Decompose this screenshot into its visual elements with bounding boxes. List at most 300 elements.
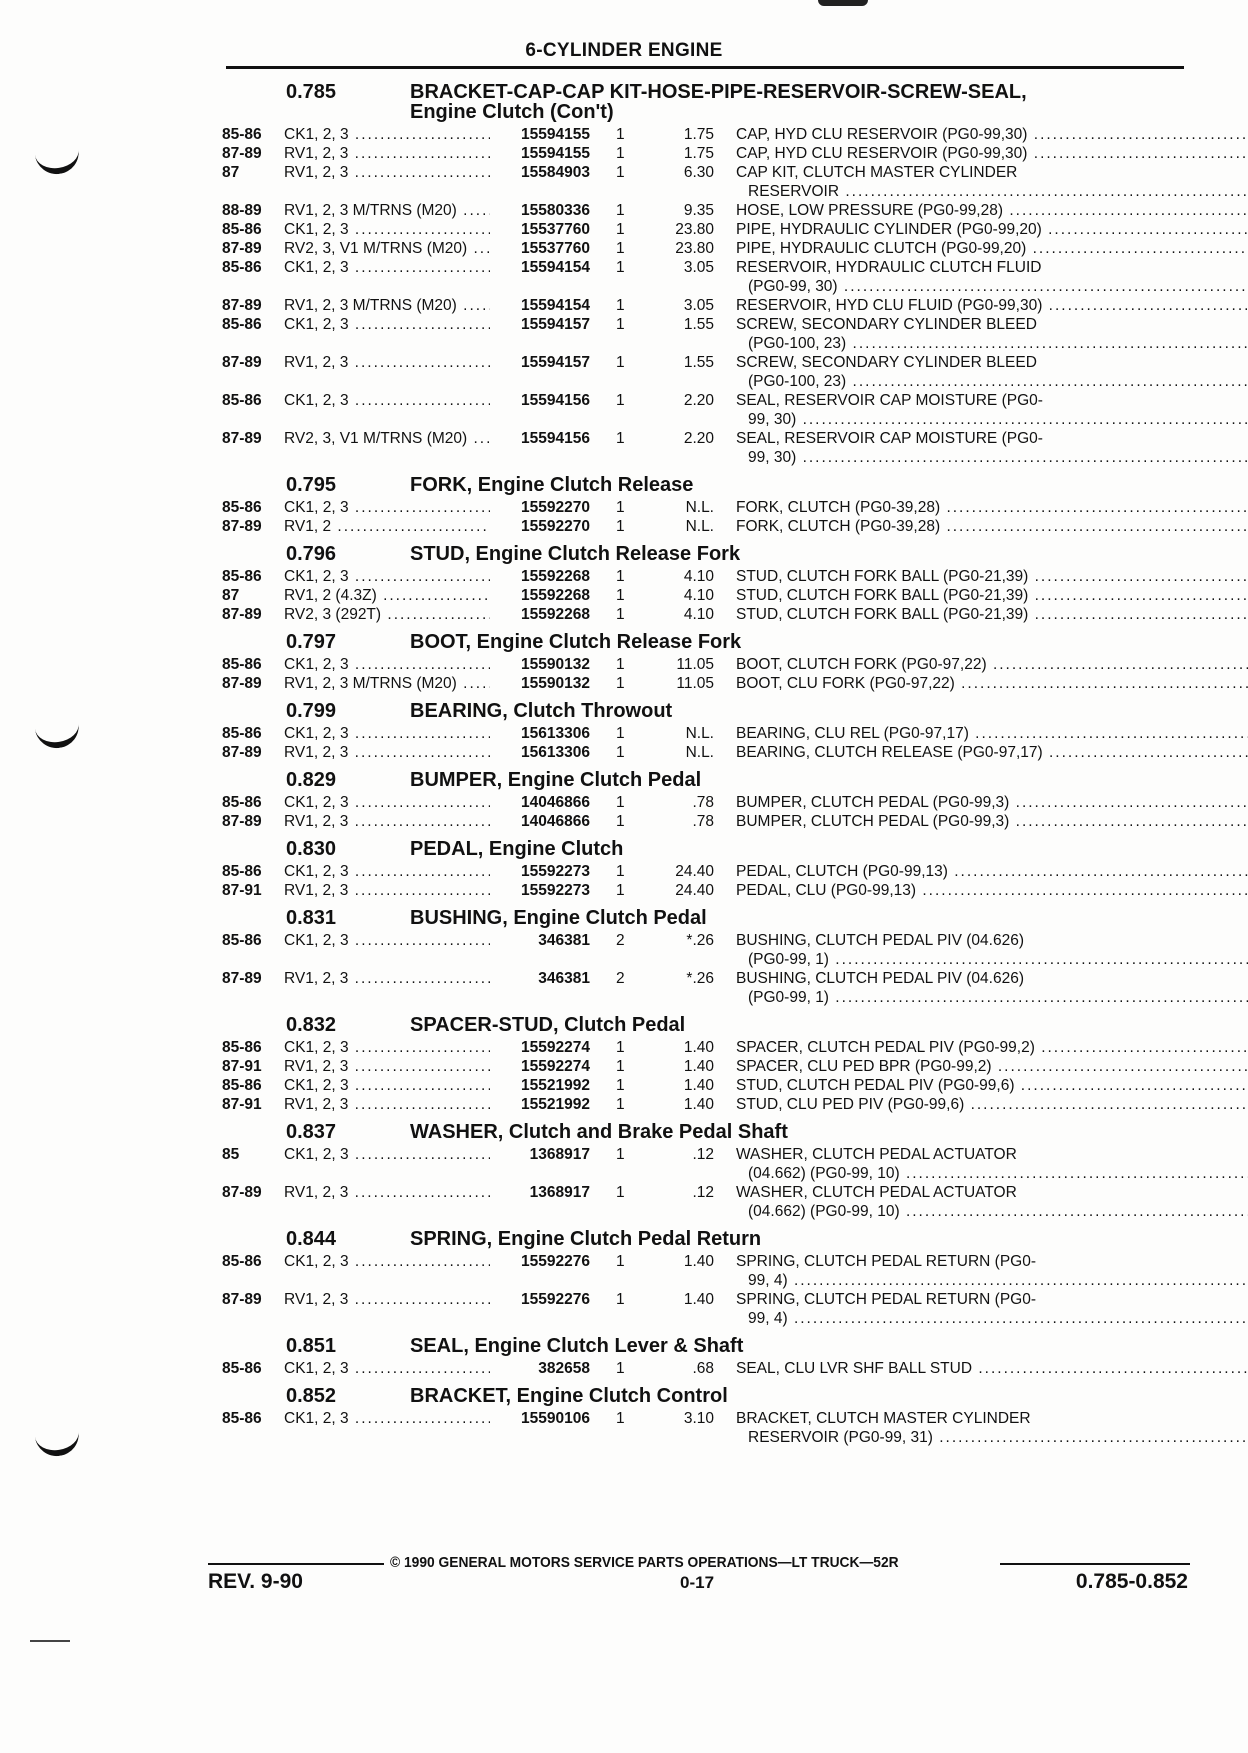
part-description [736,1095,1248,1114]
section-block [220,1386,1190,1447]
model-codes: CK1, 2, 3 ..... [284,1359,490,1378]
section-title-wrap [410,475,1190,495]
section-title-wrap [410,908,1190,928]
parts-list [220,74,1190,1447]
description-line: RESERVOIR (PG0-99, 31) ..... [736,1428,1248,1447]
quantity: 1 [616,164,625,181]
description-line: (PG0-99, 30) ..... [736,277,1248,296]
price: N.L. [685,518,714,535]
table-row [220,1183,1190,1221]
part-number: 15592276 [521,1253,590,1270]
table-row [220,144,1190,163]
model-years: 85-86 [222,794,262,811]
model-codes: RV1, 2, 3 M/TRNS (M20) ..... [284,296,490,315]
model-years: 87-89 [222,240,262,257]
model-codes: RV1, 2, 3 ..... [284,743,490,762]
table-row [220,315,1190,353]
table-row [220,1076,1190,1095]
model-years: 87-89 [222,970,262,987]
table-row [220,743,1190,762]
price: 1.40 [683,1058,714,1075]
description-line: SPRING, CLUTCH PEDAL RETURN (PG0- [736,1253,1036,1270]
section-number: 0.832 [286,1014,337,1036]
model-codes: RV2, 3 (292T) ..... [284,605,490,624]
part-description [736,1057,1248,1076]
part-number: 15592273 [521,863,590,880]
table-row [220,724,1190,743]
section-number: 0.797 [286,631,337,653]
model-codes: RV1, 2, 3 ..... [284,144,490,163]
price: N.L. [685,725,714,742]
section-block [220,908,1190,1007]
section-title: STUD, Engine Clutch Release Fork [410,543,741,565]
quantity: 1 [616,392,625,409]
section-title-wrap [410,544,1190,564]
section-title-wrap [410,770,1190,790]
price: 1.55 [683,316,714,333]
section-block [220,632,1190,693]
section-heading [220,475,1190,495]
description-line: SPRING, CLUTCH PEDAL RETURN (PG0- [736,1291,1036,1308]
part-description [736,1252,1248,1290]
price: 1.40 [683,1039,714,1056]
section-number: 0.830 [286,838,337,860]
part-number: 15594155 [521,126,590,143]
part-description [736,125,1248,144]
price: 1.55 [683,354,714,371]
model-codes: RV1, 2, 3 ..... [284,1095,490,1114]
section-heading [220,1015,1190,1035]
model-codes: CK1, 2, 3 ..... [284,724,490,743]
part-description [736,498,1248,517]
description-line: SPACER, CLU PED BPR (PG0-99,2) ..... [736,1057,1248,1076]
table-row [220,1095,1190,1114]
section-block [220,1229,1190,1328]
part-number: 15592270 [521,499,590,516]
footer-rule [208,1563,384,1565]
price: 3.10 [683,1410,714,1427]
part-number: 15594157 [521,354,590,371]
part-number: 15590132 [521,656,590,673]
section-title: SEAL, Engine Clutch Lever & Shaft [410,1335,744,1357]
part-description [736,1038,1248,1057]
scan-mark [818,0,868,6]
quantity: 1 [616,1058,625,1075]
description-line: STUD, CLUTCH FORK BALL (PG0-21,39) ..... [736,567,1248,586]
part-description [736,674,1248,693]
description-line: (PG0-100, 23) ..... [736,372,1248,391]
table-row [220,655,1190,674]
quantity: 1 [616,221,625,238]
part-description [736,969,1248,1007]
header-rule [226,66,1184,69]
part-description [736,353,1248,391]
section-title-wrap [410,632,1190,652]
part-description [736,881,1248,900]
model-codes: RV1, 2, 3 ..... [284,969,490,1007]
part-number: 15594157 [521,316,590,333]
section-heading [220,82,1190,122]
punch-hole-mark [34,1427,81,1459]
model-codes: CK1, 2, 3 ..... [284,391,490,429]
description-line: BUMPER, CLUTCH PEDAL (PG0-99,3) ..... [736,812,1248,831]
part-number: 14046866 [521,813,590,830]
description-line: CAP KIT, CLUTCH MASTER CYLINDER [736,164,1018,181]
model-codes: CK1, 2, 3 ..... [284,1252,490,1290]
table-row [220,517,1190,536]
model-years: 87-89 [222,354,262,371]
model-years: 87-89 [222,430,262,447]
part-number: 15590106 [521,1410,590,1427]
model-years: 85-86 [222,1360,262,1377]
section-title: BUSHING, Engine Clutch Pedal [410,907,707,929]
section-block [220,1015,1190,1114]
model-codes: RV1, 2 ..... [284,517,490,536]
model-years: 85-86 [222,1039,262,1056]
price: .68 [692,1360,714,1377]
quantity: 2 [616,932,625,949]
model-codes: RV1, 2, 3 ..... [284,881,490,900]
model-years: 87-89 [222,606,262,623]
part-number: 15521992 [521,1077,590,1094]
table-row [220,239,1190,258]
punch-hole-mark [34,719,81,751]
part-description [736,220,1248,239]
section-title: SPRING, Engine Clutch Pedal Return [410,1228,762,1250]
description-line: STUD, CLU PED PIV (PG0-99,6) ..... [736,1095,1248,1114]
price: 4.10 [683,606,714,623]
section-number: 0.844 [286,1228,337,1250]
part-number: 15592270 [521,518,590,535]
description-line: PIPE, HYDRAULIC CLUTCH (PG0-99,20) ..... [736,239,1248,258]
model-years: 87 [222,164,240,181]
table-row [220,567,1190,586]
quantity: 1 [616,1410,625,1427]
table-row [220,498,1190,517]
footer-range: 0.785-0.852 [1075,1570,1188,1593]
model-codes: RV2, 3, V1 M/TRNS (M20) ..... [284,429,490,467]
table-row [220,258,1190,296]
part-description [736,812,1248,831]
quantity: 1 [616,587,625,604]
part-number: 15594156 [521,392,590,409]
model-codes: RV1, 2, 3 ..... [284,812,490,831]
table-row [220,931,1190,969]
description-line: STUD, CLUTCH FORK BALL (PG0-21,39) ..... [736,605,1248,624]
section-number: 0.851 [286,1335,337,1357]
quantity: 1 [616,813,625,830]
section-title: BEARING, Clutch Throwout [410,700,673,722]
part-number: 15613306 [521,744,590,761]
part-description [736,1145,1248,1183]
section-title: BUMPER, Engine Clutch Pedal [410,769,702,791]
quantity: 1 [616,316,625,333]
price: 3.05 [683,297,714,314]
part-description [736,1076,1248,1095]
model-codes: CK1, 2, 3 ..... [284,1145,490,1183]
description-line: STUD, CLUTCH FORK BALL (PG0-21,39) ..... [736,586,1248,605]
quantity: 1 [616,725,625,742]
description-line: (PG0-99, 1) ..... [736,988,1248,1007]
part-number: 15592273 [521,882,590,899]
model-years: 85-86 [222,1253,262,1270]
section-title-wrap [410,1336,1190,1356]
description-line: (04.662) (PG0-99, 10) ..... [736,1164,1248,1183]
part-description [736,163,1248,201]
part-number: 15594156 [521,430,590,447]
model-years: 85-86 [222,221,262,238]
section-title-wrap [410,1229,1190,1249]
part-description [736,1409,1248,1447]
model-years: 85-86 [222,932,262,949]
model-years: 85-86 [222,126,262,143]
model-years: 87-91 [222,1058,262,1075]
table-row [220,1359,1190,1378]
section-title: WASHER, Clutch and Brake Pedal Shaft [410,1121,788,1143]
part-description [736,201,1248,220]
part-description [736,862,1248,881]
section-title-wrap [410,82,1190,122]
description-line: (PG0-99, 1) ..... [736,950,1248,969]
footer-revision: REV. 9-90 [208,1570,303,1593]
part-number: 15590132 [521,675,590,692]
quantity: 1 [616,518,625,535]
model-years: 85-86 [222,568,262,585]
table-row [220,812,1190,831]
price: 1.40 [683,1096,714,1113]
description-line: HOSE, LOW PRESSURE (PG0-99,28) ..... [736,201,1248,220]
price: 24.40 [675,882,714,899]
page-title: 6-CYLINDER ENGINE [525,40,723,61]
price: 1.40 [683,1253,714,1270]
part-description [736,793,1248,812]
price: 11.05 [676,656,714,673]
part-number: 15580336 [521,202,590,219]
table-row [220,429,1190,467]
quantity: 1 [616,126,625,143]
model-codes: CK1, 2, 3 ..... [284,862,490,881]
quantity: 1 [616,1039,625,1056]
section-heading [220,544,1190,564]
quantity: 1 [616,1077,625,1094]
part-description [736,655,1248,674]
description-line: PEDAL, CLUTCH (PG0-99,13) ..... [736,862,1248,881]
quantity: 2 [616,970,625,987]
table-row [220,1290,1190,1328]
model-years: 87-89 [222,675,262,692]
price: 23.80 [675,240,714,257]
part-number: 346381 [538,970,590,987]
part-number: 15613306 [521,725,590,742]
model-codes: RV1, 2, 3 ..... [284,163,490,201]
quantity: 1 [616,863,625,880]
description-line: PEDAL, CLU (PG0-99,13) ..... [736,881,1248,900]
section-title: FORK, Engine Clutch Release [410,474,694,496]
part-number: 15594155 [521,145,590,162]
quantity: 1 [616,1184,625,1201]
section-number: 0.796 [286,543,337,565]
quantity: 1 [616,297,625,314]
table-row [220,586,1190,605]
quantity: 1 [616,675,625,692]
part-number: 15594154 [521,259,590,276]
description-line: BOOT, CLUTCH FORK (PG0-97,22) ..... [736,655,1248,674]
scan-dash [30,1640,70,1642]
price: 4.10 [683,587,714,604]
model-years: 87-89 [222,145,262,162]
section-title-wrap [410,1015,1190,1035]
price: 11.05 [676,675,714,692]
model-years: 85-86 [222,656,262,673]
model-years: 87-89 [222,1291,262,1308]
model-years: 85-86 [222,316,262,333]
description-line: 99, 4) ..... [736,1309,1248,1328]
model-years: 85-86 [222,1077,262,1094]
model-codes: CK1, 2, 3 ..... [284,315,490,353]
section-title-wrap [410,1386,1190,1406]
section-number: 0.831 [286,907,337,929]
section-title-wrap [410,701,1190,721]
part-description [736,258,1248,296]
model-codes: RV1, 2 (4.3Z) ..... [284,586,490,605]
description-line: BEARING, CLUTCH RELEASE (PG0-97,17) ..... [736,743,1248,762]
footer-page-number: 0-17 [680,1573,715,1592]
quantity: 1 [616,499,625,516]
quantity: 1 [616,1360,625,1377]
description-line: SEAL, RESERVOIR CAP MOISTURE (PG0- [736,430,1043,447]
model-codes: CK1, 2, 3 ..... [284,498,490,517]
model-years: 87-89 [222,518,262,535]
part-number: 15592268 [521,568,590,585]
table-row [220,353,1190,391]
price: .78 [692,813,714,830]
price: 1.40 [683,1077,714,1094]
part-number: 15592274 [521,1039,590,1056]
part-description [736,315,1248,353]
table-row [220,125,1190,144]
part-number: 382658 [538,1360,590,1377]
description-line: 99, 4) ..... [736,1271,1248,1290]
section-block [220,701,1190,762]
section-heading [220,908,1190,928]
model-years: 87-89 [222,744,262,761]
table-row [220,793,1190,812]
model-codes: CK1, 2, 3 ..... [284,793,490,812]
price: .12 [692,1184,714,1201]
section-block [220,770,1190,831]
part-number: 346381 [538,932,590,949]
part-number: 15594154 [521,297,590,314]
model-codes: RV1, 2, 3 M/TRNS (M20) ..... [284,201,490,220]
section-title-wrap [410,1122,1190,1142]
description-line: RESERVOIR ..... [736,182,1248,201]
description-line: WASHER, CLUTCH PEDAL ACTUATOR [736,1184,1017,1201]
description-line: WASHER, CLUTCH PEDAL ACTUATOR [736,1146,1017,1163]
section-heading [220,701,1190,721]
model-codes: CK1, 2, 3 ..... [284,1409,490,1447]
section-heading [220,1386,1190,1406]
model-years: 85-86 [222,1410,262,1427]
table-row [220,605,1190,624]
price: 1.75 [683,145,714,162]
part-description [736,743,1248,762]
quantity: 1 [616,1253,625,1270]
part-number: 15592268 [521,606,590,623]
table-row [220,1409,1190,1447]
price: N.L. [685,744,714,761]
part-description [736,144,1248,163]
part-description [736,1359,1248,1378]
description-line: BEARING, CLU REL (PG0-97,17) ..... [736,724,1248,743]
description-line: BUSHING, CLUTCH PEDAL PIV (04.626) [736,970,1024,987]
description-line: STUD, CLUTCH PEDAL PIV (PG0-99,6) ..... [736,1076,1248,1095]
table-row [220,391,1190,429]
section-number: 0.785 [286,81,337,103]
quantity: 1 [616,882,625,899]
description-line: FORK, CLUTCH (PG0-39,28) ..... [736,517,1248,536]
part-description [736,517,1248,536]
part-description [736,296,1248,315]
part-number: 15592276 [521,1291,590,1308]
section-block [220,475,1190,536]
part-number: 15592274 [521,1058,590,1075]
table-row [220,296,1190,315]
model-years: 85-86 [222,863,262,880]
table-row [220,881,1190,900]
price: 23.80 [675,221,714,238]
section-title: BRACKET-CAP-CAP KIT-HOSE-PIPE-RESERVOIR-SCREW-SEAL, [410,81,1027,103]
quantity: 1 [616,1291,625,1308]
section-block [220,839,1190,900]
description-line: SPACER, CLUTCH PEDAL PIV (PG0-99,2) ..... [736,1038,1248,1057]
section-title: BRACKET, Engine Clutch Control [410,1385,728,1407]
description-line: CAP, HYD CLU RESERVOIR (PG0-99,30) ..... [736,144,1248,163]
description-line: SCREW, SECONDARY CYLINDER BLEED [736,316,1037,333]
description-line: SCREW, SECONDARY CYLINDER BLEED [736,354,1037,371]
model-codes: CK1, 2, 3 ..... [284,1038,490,1057]
description-line: SEAL, RESERVOIR CAP MOISTURE (PG0- [736,392,1043,409]
model-years: 85-86 [222,392,262,409]
price: 1.75 [683,126,714,143]
part-number: 1368917 [529,1146,590,1163]
description-line: PIPE, HYDRAULIC CYLINDER (PG0-99,20) ..... [736,220,1248,239]
quantity: 1 [616,430,625,447]
model-years: 87 [222,587,240,604]
model-codes: CK1, 2, 3 ..... [284,1076,490,1095]
section-block [220,82,1190,467]
part-description [736,391,1248,429]
table-row [220,969,1190,1007]
price: 9.35 [683,202,714,219]
description-line: FORK, CLUTCH (PG0-39,28) ..... [736,498,1248,517]
part-description [736,1183,1248,1221]
quantity: 1 [616,568,625,585]
model-codes: RV1, 2, 3 ..... [284,1290,490,1328]
model-years: 88-89 [222,202,262,219]
part-number: 14046866 [521,794,590,811]
table-row [220,220,1190,239]
model-years: 87-89 [222,1184,262,1201]
price: .78 [692,794,714,811]
section-number: 0.799 [286,700,337,722]
part-description [736,605,1248,624]
quantity: 1 [616,744,625,761]
section-block [220,1336,1190,1378]
part-description [736,931,1248,969]
quantity: 1 [616,1146,625,1163]
section-title-wrap [410,839,1190,859]
punch-hole-mark [34,145,81,177]
